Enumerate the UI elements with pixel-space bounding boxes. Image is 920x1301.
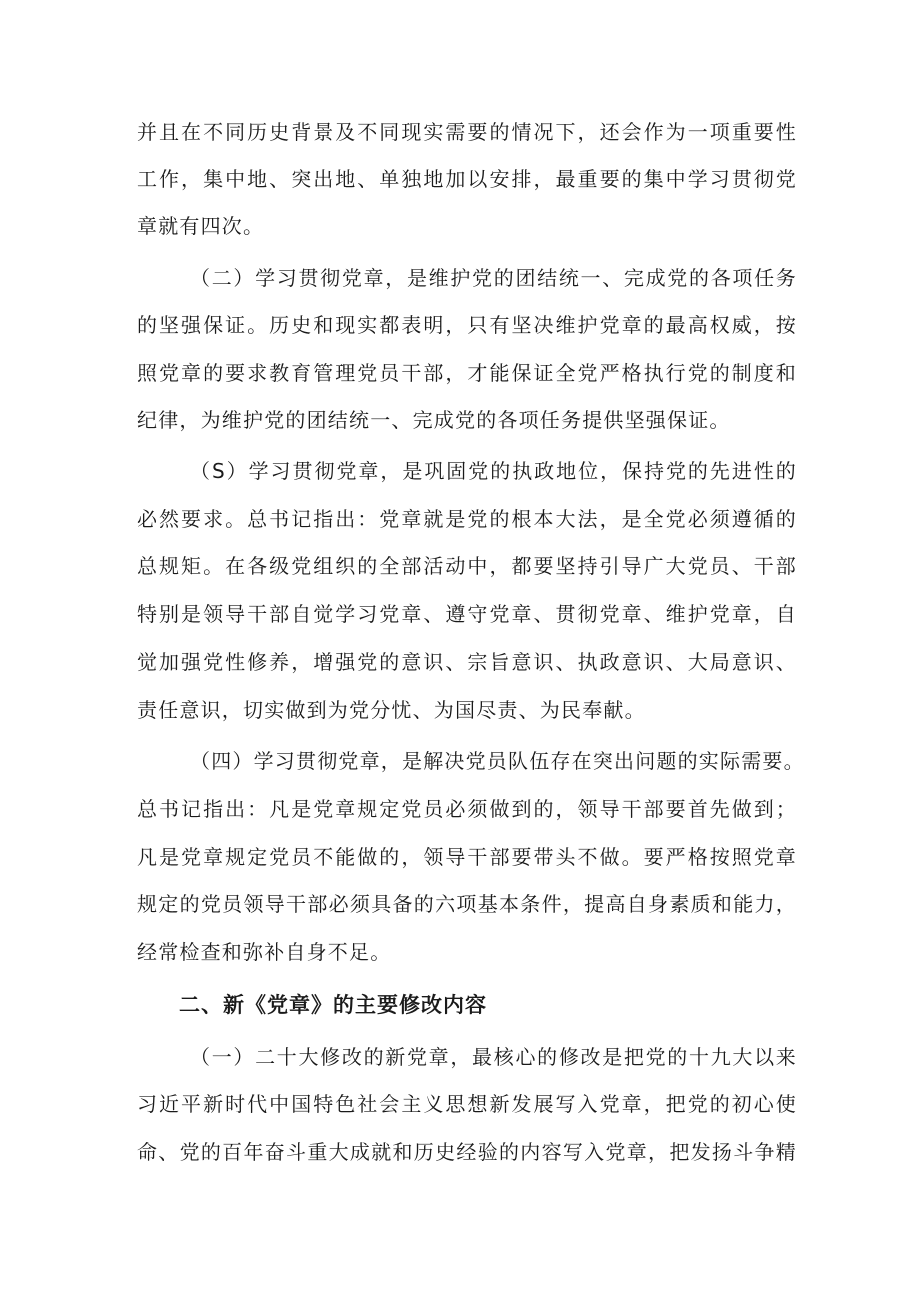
- paragraph-4-line-2: 总书记指出：凡是党章规定党员必须做到的，领导干部要首先做到；: [137, 797, 797, 821]
- paragraph-3-line-4: 特别是领导干部自觉学习党章、遵守党章、贯彻党章、维护党章，自: [137, 602, 797, 626]
- paragraph-4-line-1: （四）学习贯彻党章，是解决党员队伍存在突出问题的实际需要。: [190, 749, 805, 773]
- paragraph-4-line-3: 凡是党章规定党员不能做的，领导干部要带头不做。要严格按照党章: [137, 845, 797, 869]
- paragraph-5-line-3: 命、党的百年奋斗重大成就和历史经验的内容写入党章，把发扬斗争精: [137, 1140, 797, 1164]
- paragraph-2-line-1: （二）学习贯彻党章，是维护党的团结统一、完成党的各项任务: [190, 266, 797, 290]
- paragraph-2-line-3: 照党章的要求教育管理党员干部，才能保证全党严格执行党的制度和: [137, 361, 797, 385]
- paragraph-1-line-1: 并且在不同历史背景及不同现实需要的情况下，还会作为一项重要性: [137, 120, 797, 144]
- paragraph-5-line-2: 习近平新时代中国特色社会主义思想新发展写入党章，把党的初心使: [137, 1092, 797, 1116]
- paragraph-4-line-5: 经常检查和弥补自身不足。: [137, 940, 392, 964]
- paragraph-1-line-2: 工作，集中地、突出地、单独地加以安排，最重要的集中学习贯彻党: [137, 167, 797, 191]
- paragraph-1-line-3: 章就有四次。: [137, 214, 265, 238]
- paragraph-3-line-2: 必然要求。总书记指出：党章就是党的根本大法，是全党必须遵循的: [137, 507, 797, 531]
- section-heading: 二、新《党章》的主要修改内容: [179, 993, 487, 1017]
- paragraph-3-line-1: （S）学习贯彻党章，是巩固党的执政地位，保持党的先进性的: [190, 459, 797, 483]
- paragraph-2-line-2: 的坚强保证。历史和现实都表明，只有坚决维护党章的最高权威，按: [137, 313, 797, 337]
- paragraph-2-line-4: 纪律，为维护党的团结统一、完成党的各项任务提供坚强保证。: [137, 408, 731, 432]
- paragraph-5-line-1: （一）二十大修改的新党章，最核心的修改是把党的十九大以来: [190, 1045, 797, 1069]
- paragraph-3-line-6: 责任意识，切实做到为党分忧、为国尽责、为民奉献。: [137, 698, 646, 722]
- paragraph-4-line-4: 规定的党员领导干部必须具备的六项基本条件，提高自身素质和能力，: [137, 892, 797, 916]
- paragraph-3-line-3: 总规矩。在各级党组织的全部活动中，都要坚持引导广大党员、干部: [137, 554, 797, 578]
- paragraph-3-line-5: 觉加强党性修养，增强党的意识、宗旨意识、执政意识、大局意识、: [137, 650, 797, 674]
